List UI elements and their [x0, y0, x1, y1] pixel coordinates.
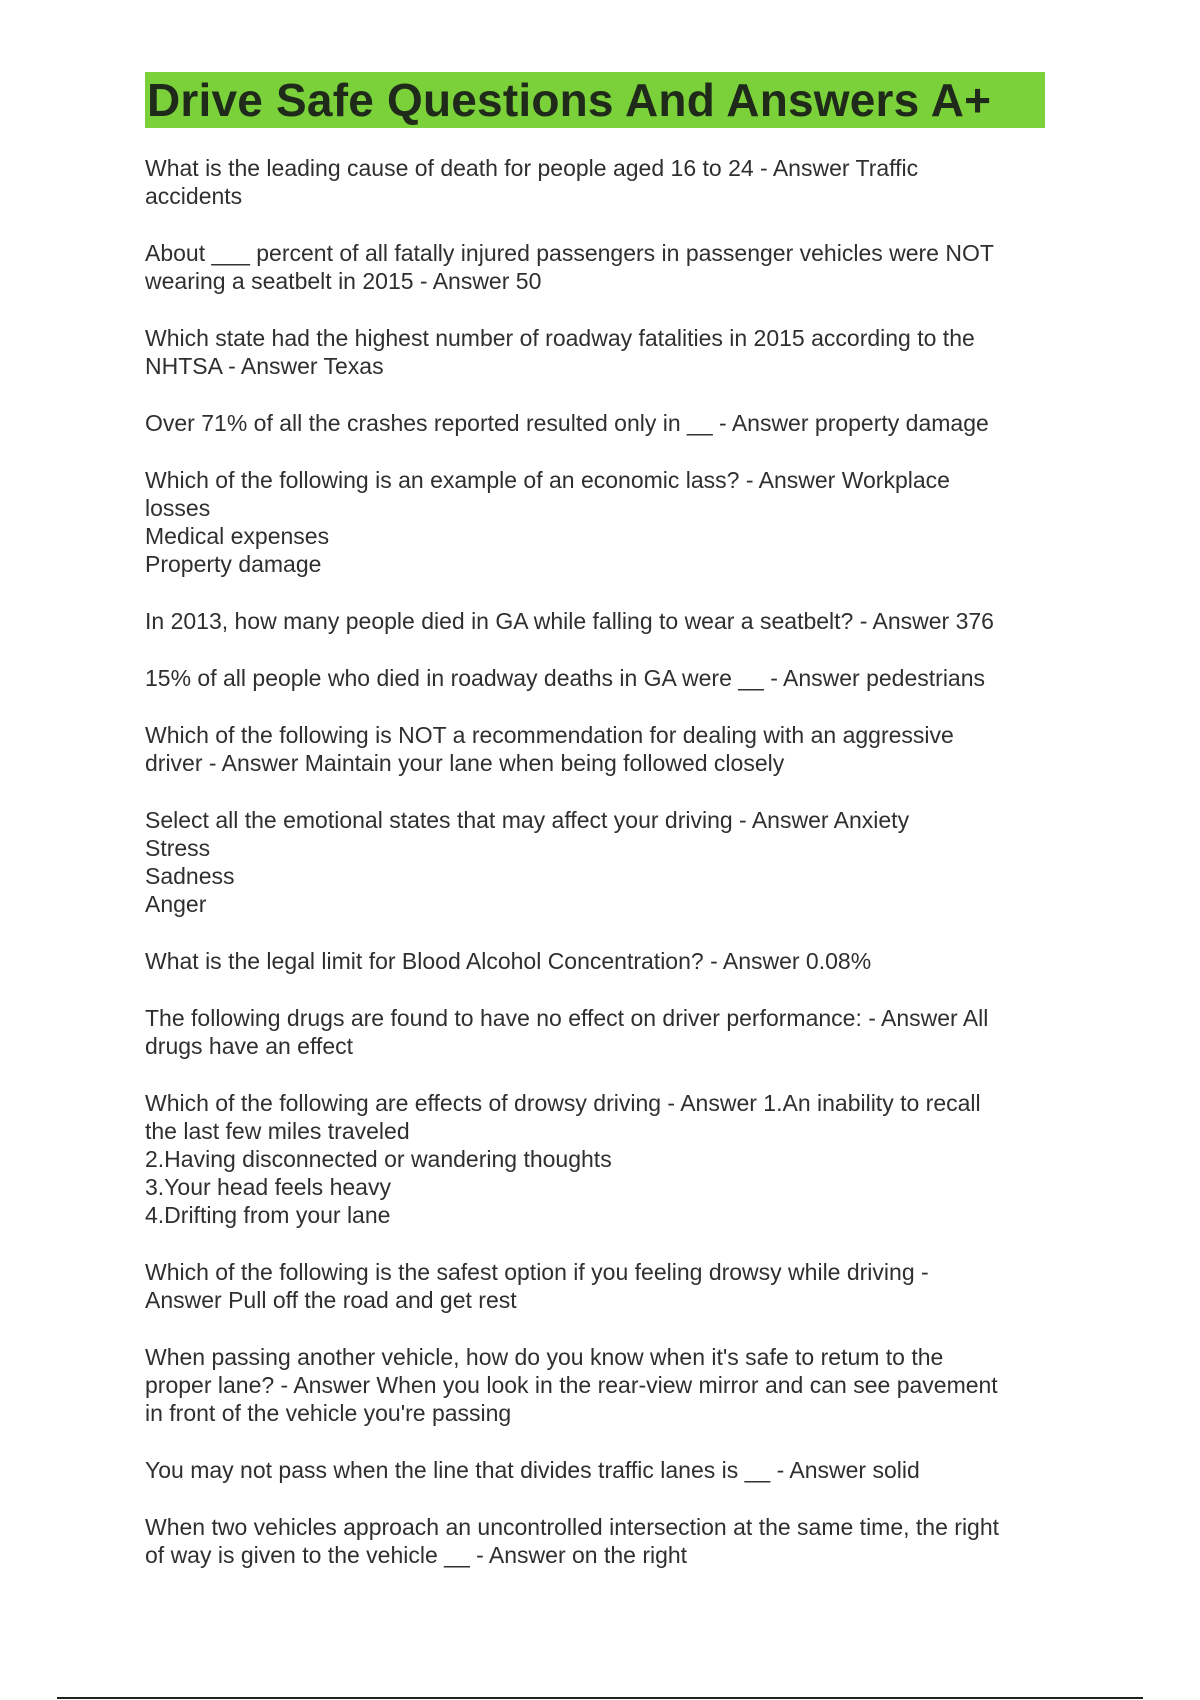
qa-line: 4.Drifting from your lane [145, 1202, 391, 1228]
qa-item [145, 1456, 1050, 1484]
qa-item [145, 239, 1050, 295]
qa-line: Which of the following is the safest option if you feeling drowsy while driving - [145, 1259, 929, 1285]
qa-item [145, 1513, 1050, 1569]
qa-item [145, 409, 1050, 437]
qa-line: When two vehicles approach an uncontrolled intersection at the same time, the right [145, 1514, 1000, 1540]
document-title: Drive Safe Questions And Answers A+ [147, 74, 992, 126]
qa-line: You may not pass when the line that divides traffic lanes is __ - Answer solid [145, 1457, 920, 1483]
qa-item [145, 1089, 1050, 1229]
qa-line: of way is given to the vehicle __ - Answer on the right [145, 1542, 688, 1568]
qa-line: proper lane? - Answer When you look in the rear-view mirror and can see pavement [145, 1372, 998, 1398]
qa-line: Over 71% of all the crashes reported resulted only in __ - Answer property damage [145, 410, 989, 436]
qa-line: NHTSA - Answer Texas [145, 353, 384, 379]
qa-line: driver - Answer Maintain your lane when being followed closely [145, 750, 785, 776]
qa-line: The following drugs are found to have no effect on driver performance: - Answer All [145, 1005, 989, 1031]
qa-item [145, 664, 1050, 692]
qa-line: Stress [145, 835, 211, 861]
qa-item [145, 1343, 1050, 1427]
qa-line: drugs have an effect [145, 1033, 353, 1059]
qa-item [145, 721, 1050, 777]
document-page [145, 72, 1050, 1598]
qa-line: Which of the following is NOT a recommendation for dealing with an aggressive [145, 722, 954, 748]
qa-item [145, 154, 1050, 210]
qa-line: What is the leading cause of death for people aged 16 to 24 - Answer Traffic [145, 155, 919, 181]
qa-line: Anger [145, 891, 207, 917]
qa-item [145, 324, 1050, 380]
qa-line: What is the legal limit for Blood Alcohol Concentration? - Answer 0.08% [145, 948, 872, 974]
qa-item [145, 947, 1050, 975]
qa-line: Which of the following are effects of drowsy driving - Answer 1.An inability to recall [145, 1090, 981, 1116]
qa-line: Which of the following is an example of an economic lass? - Answer Workplace [145, 467, 950, 493]
qa-line: 3.Your head feels heavy [145, 1174, 391, 1200]
qa-item [145, 466, 1050, 578]
qa-line: About ___ percent of all fatally injured passengers in passenger vehicles were NOT [145, 240, 994, 266]
qa-list [145, 154, 1050, 1569]
qa-line: In 2013, how many people died in GA while falling to wear a seatbelt? - Answer 376 [145, 608, 994, 634]
qa-line: When passing another vehicle, how do you know when it's safe to retum to the [145, 1344, 944, 1370]
qa-line: in front of the vehicle you're passing [145, 1400, 512, 1426]
qa-line: Medical expenses [145, 523, 330, 549]
qa-line: losses [145, 495, 211, 521]
qa-line: 2.Having disconnected or wandering thoughts [145, 1146, 612, 1172]
qa-line: 15% of all people who died in roadway deaths in GA were __ - Answer pedestrians [145, 665, 986, 691]
qa-line: accidents [145, 183, 243, 209]
qa-line: Property damage [145, 551, 322, 577]
qa-item [145, 806, 1050, 918]
qa-line: wearing a seatbelt in 2015 - Answer 50 [145, 268, 542, 294]
qa-item [145, 607, 1050, 635]
title-highlight [145, 72, 1045, 128]
qa-item [145, 1258, 1050, 1314]
footer-rule [57, 1697, 1143, 1699]
qa-line: Answer Pull off the road and get rest [145, 1287, 517, 1313]
qa-line: Which state had the highest number of roadway fatalities in 2015 according to the [145, 325, 975, 351]
qa-line: Select all the emotional states that may affect your driving - Answer Anxiety [145, 807, 910, 833]
qa-item [145, 1004, 1050, 1060]
qa-line: the last few miles traveled [145, 1118, 410, 1144]
qa-line: Sadness [145, 863, 235, 889]
